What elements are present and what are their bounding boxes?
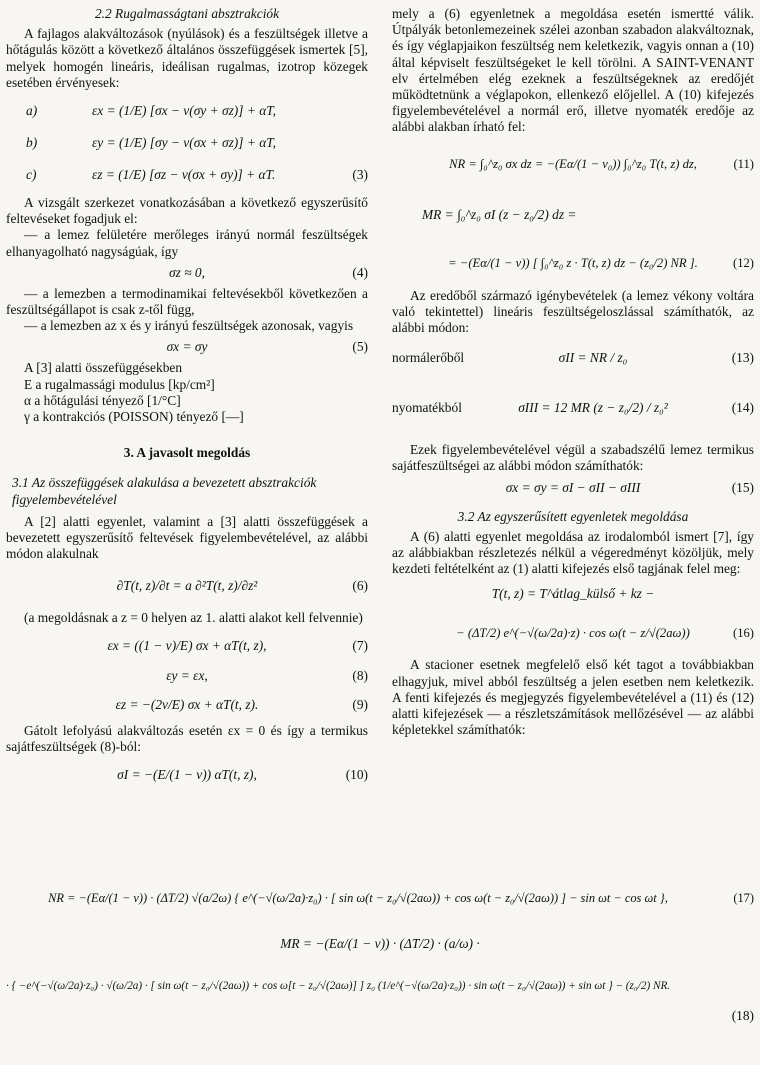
equation-body: εy = (1/E) [σy − ν(σx + σz)] + αT, <box>92 135 277 151</box>
equation-number: (17) <box>733 891 754 905</box>
paragraph: (a megoldásnak a z = 0 helyen az 1. alatti alakot kell felvennie) <box>24 610 363 626</box>
equation-body: σz ≈ 0, <box>169 264 205 280</box>
paragraph: mely a (6) egyenletnek a megoldása esetén ismertté válik. Útpályák betonlemezeinek szélei azonban szabadon alakváltoznak, és így véglapjaikon feszültség nem keletkezik, vagyis onnan a (10) által képviselt feszültségeket le kell törölni. A SAINT-VENANT elv értelmében elég ezeknek a feszültségeknek az eredőjét működtetnünk a véglapokon, ellenkező előjellel. A (10) kifejezés figyelembevételével a normál erő, illetve nyomaték eredője az alábbi alakban írható fel: <box>392 6 754 135</box>
equation-7 <box>6 629 368 663</box>
equation-3c <box>6 163 368 187</box>
equation-8 <box>6 665 368 687</box>
right-column <box>392 6 754 738</box>
section-heading-3: 3. A javasolt megoldás <box>123 445 251 461</box>
equation-body: T(t, z) = T^átlag_külső + kz − <box>491 586 655 602</box>
equation-label: c) <box>26 167 37 183</box>
paragraph: A stacioner esetnek megfelelő első két tagot a továbbiakban elhagyjuk, mivel abból feszültség a jelen esetben nem keletkezik. A fenti kifejezés és megjegyzés figyelembevételével a (11) és (12) alatti kifejezések — a részletszámítások mellőzésével — az alábbi képletekkel számíthatók: <box>392 657 754 738</box>
section-heading-3-1: 3.1 Az összefüggések alakulása a bevezetett absztrakciók figyelembevételével <box>12 475 317 507</box>
equation-body: σx = σy = σI − σII − σIII <box>505 479 641 495</box>
equation-9 <box>6 689 368 721</box>
equation-18a <box>6 928 754 962</box>
section-heading-2-2: 2.2 Rugalmasságtani absztrakciók <box>94 6 280 21</box>
equation-14 <box>392 380 754 436</box>
equation-12b <box>392 240 754 286</box>
paragraph: A vizsgált szerkezet vonatkozásában a következő egyszerűsítő feltevéseket fogadjuk el: <box>6 195 368 227</box>
equation-number: (3) <box>352 167 368 183</box>
equation-number: (9) <box>352 696 368 712</box>
equation-5 <box>6 336 368 358</box>
equation-number: (14) <box>731 400 754 416</box>
equation-body: εy = εx, <box>166 667 208 683</box>
equation-body: εx = (1/E) [σx − ν(σy + σz)] + αT, <box>92 103 277 119</box>
section-heading-3-2: 3.2 Az egyszerűsített egyenletek megoldása <box>457 508 689 524</box>
equation-number: (12) <box>733 255 754 270</box>
equation-body: σIII = 12 MR (z − z₀/2) / z₀² <box>518 400 668 416</box>
equation-16b <box>392 611 754 655</box>
definitions-list <box>6 360 368 425</box>
paragraph: A [2] alatti egyenlet, valamint a [3] alatti összefüggések a bevezetett egyszerűsítő feltevések figyelembevételével, az alábbi módon alakulnak <box>6 513 368 562</box>
equation-label: a) <box>26 103 38 119</box>
equation-17 <box>6 872 754 928</box>
equation-body: σII = NR / z₀ <box>558 350 628 366</box>
equation-body: σI = −(E/(1 − ν)) αT(t, z), <box>117 767 257 783</box>
equation-number: (6) <box>352 578 368 594</box>
equation-label: normálerőből <box>392 350 465 366</box>
equation-body: = −(Eα/(1 − ν)) [ ∫₀^z₀ z · T(t, z) dz − (z₀/2) NR ]. <box>448 255 698 270</box>
equation-11 <box>392 138 754 190</box>
equation-number: (11) <box>733 156 754 171</box>
equation-label: nyomatékból <box>392 400 462 416</box>
equation-6 <box>6 564 368 608</box>
equation-number: (4) <box>352 264 368 280</box>
paragraph: Gátolt lefolyású alakváltozás esetén εx = 0 és így a termikus sajátfeszültségek (8)-ból: <box>6 722 368 754</box>
bottom-equations <box>6 872 754 1024</box>
equation-body: εx = ((1 − ν)/E) σx + αT(t, z), <box>107 637 267 653</box>
paragraph: A [3] alatti összefüggésekben <box>24 360 183 376</box>
equation-number: (10) <box>345 767 368 783</box>
equation-12a <box>392 192 754 238</box>
paragraph: A fajlagos alakváltozások (nyúlások) és a feszültségek illetve a hőtágulás között a következő általános összefüggések ismertek [5], melyek homogén lineáris, ideálisan rugalmas, izotrop közegek esetében érvényesek: <box>6 26 368 90</box>
equation-3a <box>6 99 368 123</box>
equation-number: (5) <box>352 339 368 355</box>
left-column <box>6 6 368 795</box>
paragraph: — a lemezben az x és y irányú feszültségek azonosak, vagyis <box>24 318 354 334</box>
equation-body: σx = σy <box>166 339 208 355</box>
equation-number: (18) <box>731 1008 754 1023</box>
paragraph: — a lemez felületére merőleges irányú normál feszültségek elhanyagolható nagyságúak, így <box>6 227 368 259</box>
equation-body: NR = −(Eα/(1 − ν)) · (ΔT/2) √(a/2ω) { e^(−√(ω/2a)·z₀) · [ sin ω(t − z₀/√(2aω)) + cos ω(t − z₀/√(2aω)) ] − sin ωt − cos ωt }, <box>48 891 668 905</box>
paragraph: — a lemezben a termodinamikai feltevésekből következően a feszültségállapot is csak z-től függ, <box>6 285 368 318</box>
equation-label: b) <box>26 135 38 151</box>
definition-item: E a rugalmassági modulus [kp/cm²] <box>24 376 215 392</box>
equation-4 <box>6 262 368 284</box>
equation-18b <box>6 962 754 1024</box>
definition-item: γ a kontrakciós (POISSON) tényező [—] <box>24 409 244 425</box>
equation-13 <box>392 338 754 378</box>
paragraph: Az eredőből származó igénybevételek (a lemez vékony voltára való tekintettel) lineáris feszültségeloszlással számíthatók, az alábbi módon: <box>392 287 754 336</box>
equation-body: NR = ∫₀^z₀ σx dz = −(Eα/(1 − ν₀)) ∫₀^z₀ T(t, z) dz, <box>449 156 697 171</box>
equation-15 <box>392 477 754 501</box>
equation-number: (7) <box>352 637 368 653</box>
equation-body: ∂T(t, z)/∂t = a ∂²T(t, z)/∂z² <box>116 578 258 594</box>
equation-body: εz = −(2ν/E) σx + αT(t, z). <box>115 696 259 712</box>
equation-number: (15) <box>731 479 754 495</box>
equation-10 <box>6 757 368 793</box>
definition-item: α a hőtágulási tényező [1/°C] <box>24 392 181 408</box>
equation-body: − (ΔT/2) e^(−√(ω/2a)·z) · cos ω(t − z/√(2aω)) <box>456 626 690 641</box>
equation-body: · { −e^(−√(ω/2a)·z₀) · √(ω/2a) · [ sin ω(t − z₀/√(2aω)) + cos ω[t − z₀/√(2aω)] ] z₀ (1/e^(−√(ω/2a)·z₀)) · sin ω(t − z₀/√(2aω)) + sin ωt } − (z₀/2) NR. <box>6 980 671 992</box>
equation-body: εz = (1/E) [σz − ν(σx + σy)] + αT. <box>92 167 276 183</box>
equation-number: (16) <box>733 626 754 641</box>
equation-number: (13) <box>731 350 754 366</box>
equation-3b <box>6 131 368 155</box>
equation-16a <box>392 579 754 609</box>
equation-body: MR = −(Eα/(1 − ν)) · (ΔT/2) · (a/ω) · <box>280 936 480 951</box>
paragraph: A (6) alatti egyenlet megoldása az irodalomból ismert [7], így az alábbiakban részletezés nélkül a végeredményt közöljük, mely kezdeti feltételként az (1) alatti kifejezés első tagjának felel meg: <box>392 528 754 577</box>
equation-body: MR = ∫₀^z₀ σI (z − z₀/2) dz = <box>422 206 577 222</box>
equation-number: (8) <box>352 667 368 683</box>
paragraph: Ezek figyelembevételével végül a szabadszélű lemez termikus sajátfeszültségei az alábbi módon számíthatók: <box>392 442 754 474</box>
